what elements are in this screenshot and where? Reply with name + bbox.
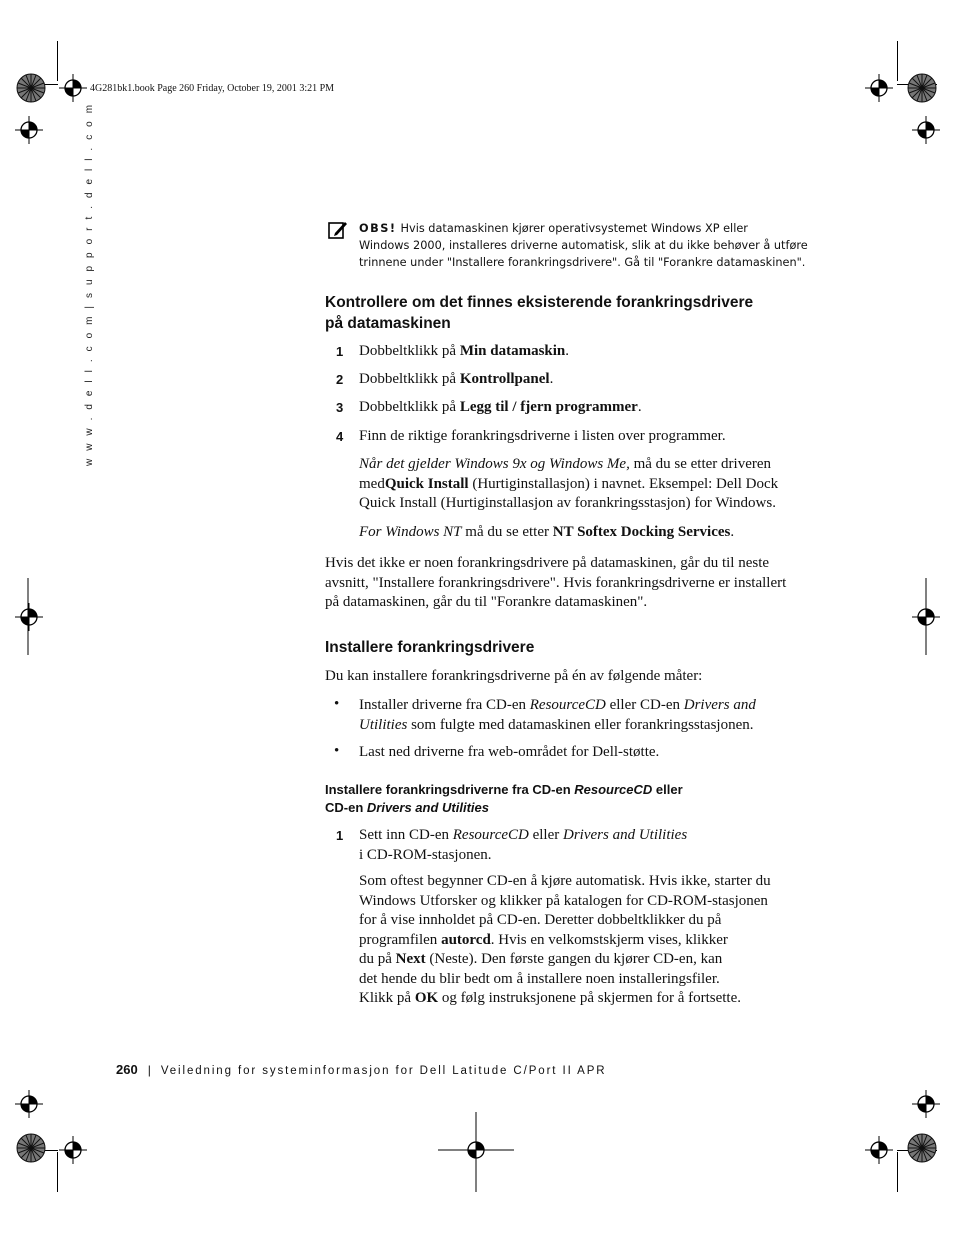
page-footer bbox=[116, 1062, 607, 1077]
body-paragraph: Du kan installere forankringsdriverne på én av følgende måter: bbox=[325, 668, 703, 684]
note-label: OBS! bbox=[359, 222, 397, 235]
step-subparagraph: Som oftest begynner CD-en å kjøre automatisk. Hvis ikke, starter du Windows Utforsker og klikker på katalogen for CD-ROM-stasjonen for å vise innholdet på CD-en. Deretter dobbeltklikker du på programfilen autorcd. Hvis en velkomstskjerm vises, klikker du på Next (Neste). Den første gangen du kjører CD-en, kan det hende du blir bedt om å installere noen installeringsfiler. Klikk på OK og følg instruksjonene på skjermen for å fortsette. bbox=[359, 873, 771, 1006]
step-text: Dobbeltklikk på Min datamaskin. bbox=[359, 343, 570, 359]
step-text: Finn de riktige forankringsdriverne i listen over programmer. bbox=[359, 428, 726, 444]
bullet-item: Installer driverne fra CD-en ResourceCD eller CD-en Drivers and Utilities som fulgte med datamaskinen eller forankringsstasjonen. bbox=[359, 697, 756, 733]
bullet-item: Last ned driverne fra web-området for Dell-støtte. bbox=[359, 744, 660, 760]
step-text: Sett inn CD-en ResourceCD eller Drivers and Utilities i CD-ROM-stasjonen. bbox=[359, 827, 688, 863]
pencil-note-icon bbox=[328, 220, 348, 240]
step-text: Dobbeltklikk på Kontrollpanel. bbox=[359, 371, 554, 387]
step-text: Dobbeltklikk på Legg til / fjern programmer. bbox=[359, 399, 642, 415]
page-number: 260 bbox=[116, 1062, 138, 1077]
subsection-heading-install-from-cd: Installere forankringsdriverne fra CD-en ResourceCD eller CD-en Drivers and Utilities bbox=[325, 782, 683, 815]
step-subparagraph: For Windows NT må du se etter NT Softex Docking Services. bbox=[359, 524, 735, 540]
bullet-marker: • bbox=[334, 743, 340, 759]
step-subparagraph: Når det gjelder Windows 9x og Windows Me, må du se etter driveren medQuick Install (Hurtiginstallasjon) i navnet. Eksempel: Dell Dock Quick Install (Hurtiginstallasjon av forankringsstasjon) for Windows. bbox=[359, 456, 779, 511]
print-header: 4G281bk1.book Page 260 Friday, October 19, 2001 3:21 PM bbox=[90, 83, 335, 94]
bullet-marker: • bbox=[334, 696, 340, 712]
step-number: 4 bbox=[336, 429, 344, 444]
body-paragraph: Hvis det ikke er noen forankringsdrivere på datamaskinen, går du til neste avsnitt, "Installere forankringsdrivere". Hvis forankringsdriverne er installert på datamaskinen, går du til "Forankre datamaskinen". bbox=[325, 555, 787, 610]
step-number: 1 bbox=[336, 344, 344, 359]
section-heading-install-drivers: Installere forankringsdrivere bbox=[325, 639, 535, 656]
footer-title: Veiledning for systeminformasjon for Dell Latitude C/Port II APR bbox=[160, 1065, 607, 1077]
step-number: 3 bbox=[336, 400, 344, 415]
section-heading-check-drivers: Kontrollere om det finnes eksisterende forankringsdrivere på datamaskinen bbox=[325, 294, 754, 332]
sidebar-url: w w w . d e l l . c o m | s u p p o r t . d e l l . c o m bbox=[84, 102, 95, 466]
step-number: 1 bbox=[336, 828, 344, 843]
footer-separator: | bbox=[147, 1063, 151, 1077]
note-block: OBS! Hvis datamaskinen kjører operativsystemet Windows XP eller Windows 2000, installeres driverne automatisk, slik at du ikke behøver å utføre trinnene under "Installere forankringsdrivere". Gå til "Forankre datamaskinen". bbox=[359, 222, 808, 269]
step-number: 2 bbox=[336, 372, 344, 387]
